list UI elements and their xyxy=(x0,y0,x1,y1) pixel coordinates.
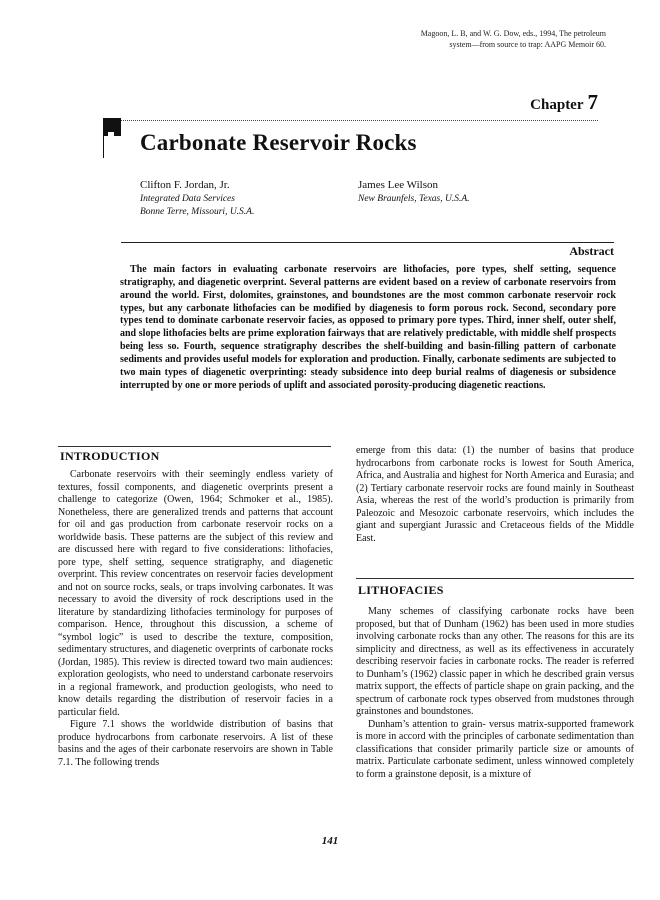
paragraph: Many schemes of classifying carbonate rocks have been proposed, but that of Dunham (1962) has been used in more studies involving carbonate rocks than any other. The reasons for this are its simplicity and directness, as well as its effectiveness in accurately describing reservoir facies in carbonate rocks. The reader is referred to Dunham’s (1962) classic paper in which he described grain versus matrix support, the effects of particle shape on grain packing, and the spectrum of carbonate rock types observed from mudstones through grainstones and boundstones. xyxy=(356,606,634,717)
paragraph: Dunham’s attention to grain- versus matrix-supported framework is more in accord with the principles of carbonate sedimentation than classifications that consider primarily particle size or amounts of matrix. Particulate carbonate sediment, unless winnowed completely to form a grainstone deposit, is a mixture of xyxy=(356,718,634,780)
chapter-number: 7 xyxy=(587,90,598,114)
abstract-text: The main factors in evaluating carbonate reservoirs are lithofacies, pore types, shelf setting, sequence stratigraphy, and diagenetic overprint. Several patterns are evident based on a review of carbonate reservoirs from around the world. First, dolomites, grainstones, and boundstones are the most common carbonate reservoir rock types, but any carbonate lithofacies can be modified by diagenesis to form porous rock. Second, secondary pore types tend to dominate carbonate reservoir facies, as opposed to primary pore types. Third, inner shelf, outer shelf, and slope lithofacies belts are prime exploration fairways that are relatively predictable, with middle shelf prospects being less so. Fourth, sequence stratigraphy describes the shelf-building and basin-filling pattern of carbonate sediments and provides useful models for exploration and production. Finally, carbonate sediments are subjected to two main types of diagenetic overprinting: steady subsidence into deep burial realms of diagenesis or subsidence interrupted by one or more periods of uplift and associated porosity-producing diagenetic reactions. xyxy=(120,264,616,391)
lithofacies-column xyxy=(356,606,634,781)
chapter-title: Carbonate Reservoir Rocks xyxy=(140,130,417,155)
page-number: 141 xyxy=(321,835,339,847)
lithofacies-heading: LITHOFACIES xyxy=(358,583,444,597)
abstract-body xyxy=(120,264,616,392)
author-affiliation: Integrated Data Services xyxy=(140,194,235,204)
title-ornament-notch xyxy=(108,132,114,136)
citation-line: system—from source to trap: AAPG Memoir 60. xyxy=(449,40,606,49)
chapter-label xyxy=(530,90,598,115)
introduction-continuation xyxy=(356,445,634,545)
paragraph: Figure 7.1 shows the worldwide distribution of basins that produce hydrocarbons from carbonate reservoirs. A list of these basins and the ages of their carbonate reservoirs are shown in Table 7.1. The following trends xyxy=(58,719,333,768)
introduction-column xyxy=(58,469,333,769)
author-block-2 xyxy=(358,178,470,206)
citation-line: Magoon, L. B, and W. G. Dow, eds., 1994, The petroleum xyxy=(420,29,606,38)
introduction-rule xyxy=(58,446,331,447)
title-rule xyxy=(121,120,598,121)
paragraph: Carbonate reservoirs with their seemingly endless variety of textures, fossil components, and diagenetic overprints present a challenge to categorize (Owen, 1964; Schmoker et al., 1985). Nonetheless, there are generalized trends and patterns that account for oil and gas production from carbonate reservoir rocks on a worldwide basis. These patterns are the subject of this review and are discussed here with regard to five considerations: lithofacies, pore type, shelf setting, sequence stratigraphy, and diagenetic overprint. This review concentrates on reservoir facies development and not on source rocks, seals, or traps involving carbonates. It was necessary to avoid the diversity of rock descriptions used in the literature by standardizing lithofacies terminology for purposes of comparison. Hence, throughout this discussion, a scheme of “symbol logic” is used to describe the texture, composition, sedimentary structures, and diagenetic overprints of carbonate rocks (Jordan, 1985). This review is directed toward two main audiences: exploration geologists, who need to understand carbonate reservoirs in a regional framework, and production geologists, who need to know details regarding the distribution of reservoir facies in a particular field. xyxy=(58,469,333,718)
author-name: Clifton F. Jordan, Jr. xyxy=(140,179,230,191)
author-block-1 xyxy=(140,178,254,218)
lithofacies-rule xyxy=(356,578,634,579)
author-name: James Lee Wilson xyxy=(358,179,439,191)
paragraph: emerge from this data: (1) the number of basins that produce hydrocarbons from carbonate rocks is lowest for South America, Africa, and Australia and highest for North America and Eurasia; and (2) Tertiary carbonate reservoir rocks are found mainly in Southeast Asia, whereas the rest of the world’s production is primarily from Paleozoic and Mesozoic carbonate reservoirs, which includes the giant and supergiant Jurassic and Cretaceous fields of the Middle East. xyxy=(356,445,634,544)
introduction-heading: INTRODUCTION xyxy=(60,449,160,463)
author-location: New Braunfels, Texas, U.S.A. xyxy=(358,194,470,204)
abstract-rule xyxy=(121,242,614,243)
author-location: Bonne Terre, Missouri, U.S.A. xyxy=(140,206,255,217)
chapter-word: Chapter xyxy=(530,97,584,113)
abstract-heading: Abstract xyxy=(569,244,614,258)
citation-header xyxy=(306,28,606,50)
title-ornament-line xyxy=(103,136,104,158)
